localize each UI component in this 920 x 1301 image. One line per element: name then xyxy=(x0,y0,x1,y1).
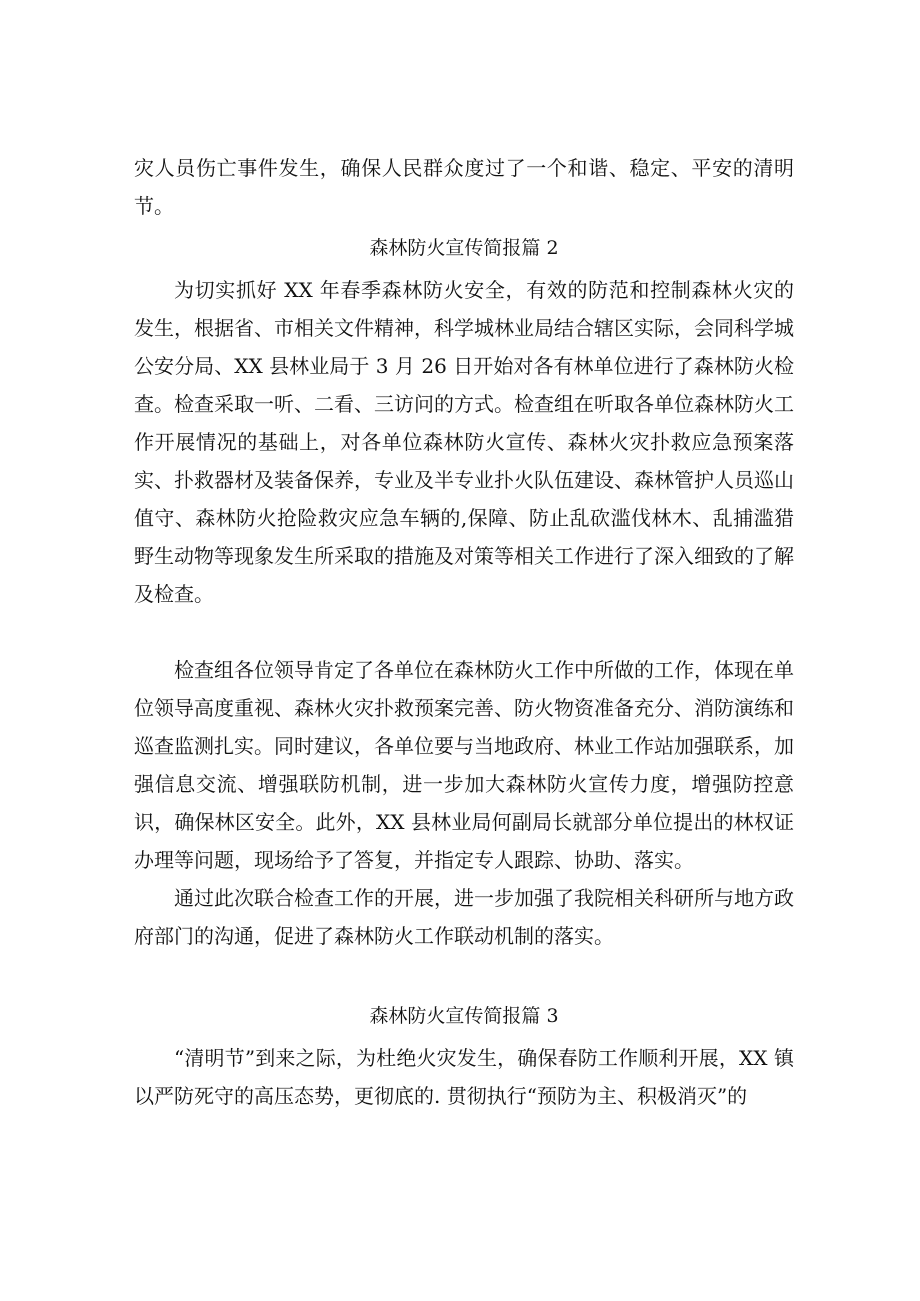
section-2-title: 森林防火宣传简报篇 2 xyxy=(369,237,559,259)
section-2-paragraph-1: 为切实抓好 XX 年春季森林防火安全，有效的防范和控制森林火灾的发生，根据省、市相关文件精神，科学城林业局结合辖区实际，会同科学城公安分局、XX 县林业局于 3 月 26 日开始对各有林单位进行了森林防火检查。 xyxy=(134,278,794,416)
section-2-paragraph-3: 检查组各位领导肯定了各单位在森林防火工作中所做的工作，体现在单位领导高度重视、森林火灾扑救预案完善、防火物资准备充分、消防演练和巡查监测扎实。同时建议，各单位要与当地政府、林业工作站加强联系，加强信息交流、增强联防机制，进一步加大森林防火宣传力度，增强防控意识，确保林区安全。此外，XX 县林业局何副局长就部分单位提出的林权证办理等问题，现场给予了答复，并指定专人跟踪、协助、落实。 xyxy=(134,658,794,872)
section-3-paragraph-1: “清明节”到来之际，为杜绝火灾发生，确保春防工作顺利开展，XX 镇以严防死守的高压态势，更彻底的. 贯彻执行“预防为主、积极消灭”的 xyxy=(134,1046,794,1108)
section-2-paragraph-2: 检查采取一听、二看、三访问的方式。检查组在听取各单位森林防火工作开展情况的基础上，对各单位森林防火宣传、森林火灾扑救应急预案落实、扑救器材及装备保养，专业及半专业扑火队伍建设、森林管护人员巡山值守、森林防火抢险救灾应急车辆的,保障、防止乱砍滥伐林木、乱捕滥猎野生动物等现象发生所采取的措施及对策等相关工作进行了深入细致的了解及检查。 xyxy=(134,392,794,606)
continued-paragraph: 灾人员伤亡事件发生，确保人民群众度过了一个和谐、稳定、平安的清明节。 xyxy=(134,156,794,218)
section-3-title: 森林防火宣传简报篇 3 xyxy=(369,1005,559,1027)
section-2-paragraph-4: 通过此次联合检查工作的开展，进一步加强了我院相关科研所与地方政府部门的沟通，促进了森林防火工作联动机制的落实。 xyxy=(134,886,794,948)
